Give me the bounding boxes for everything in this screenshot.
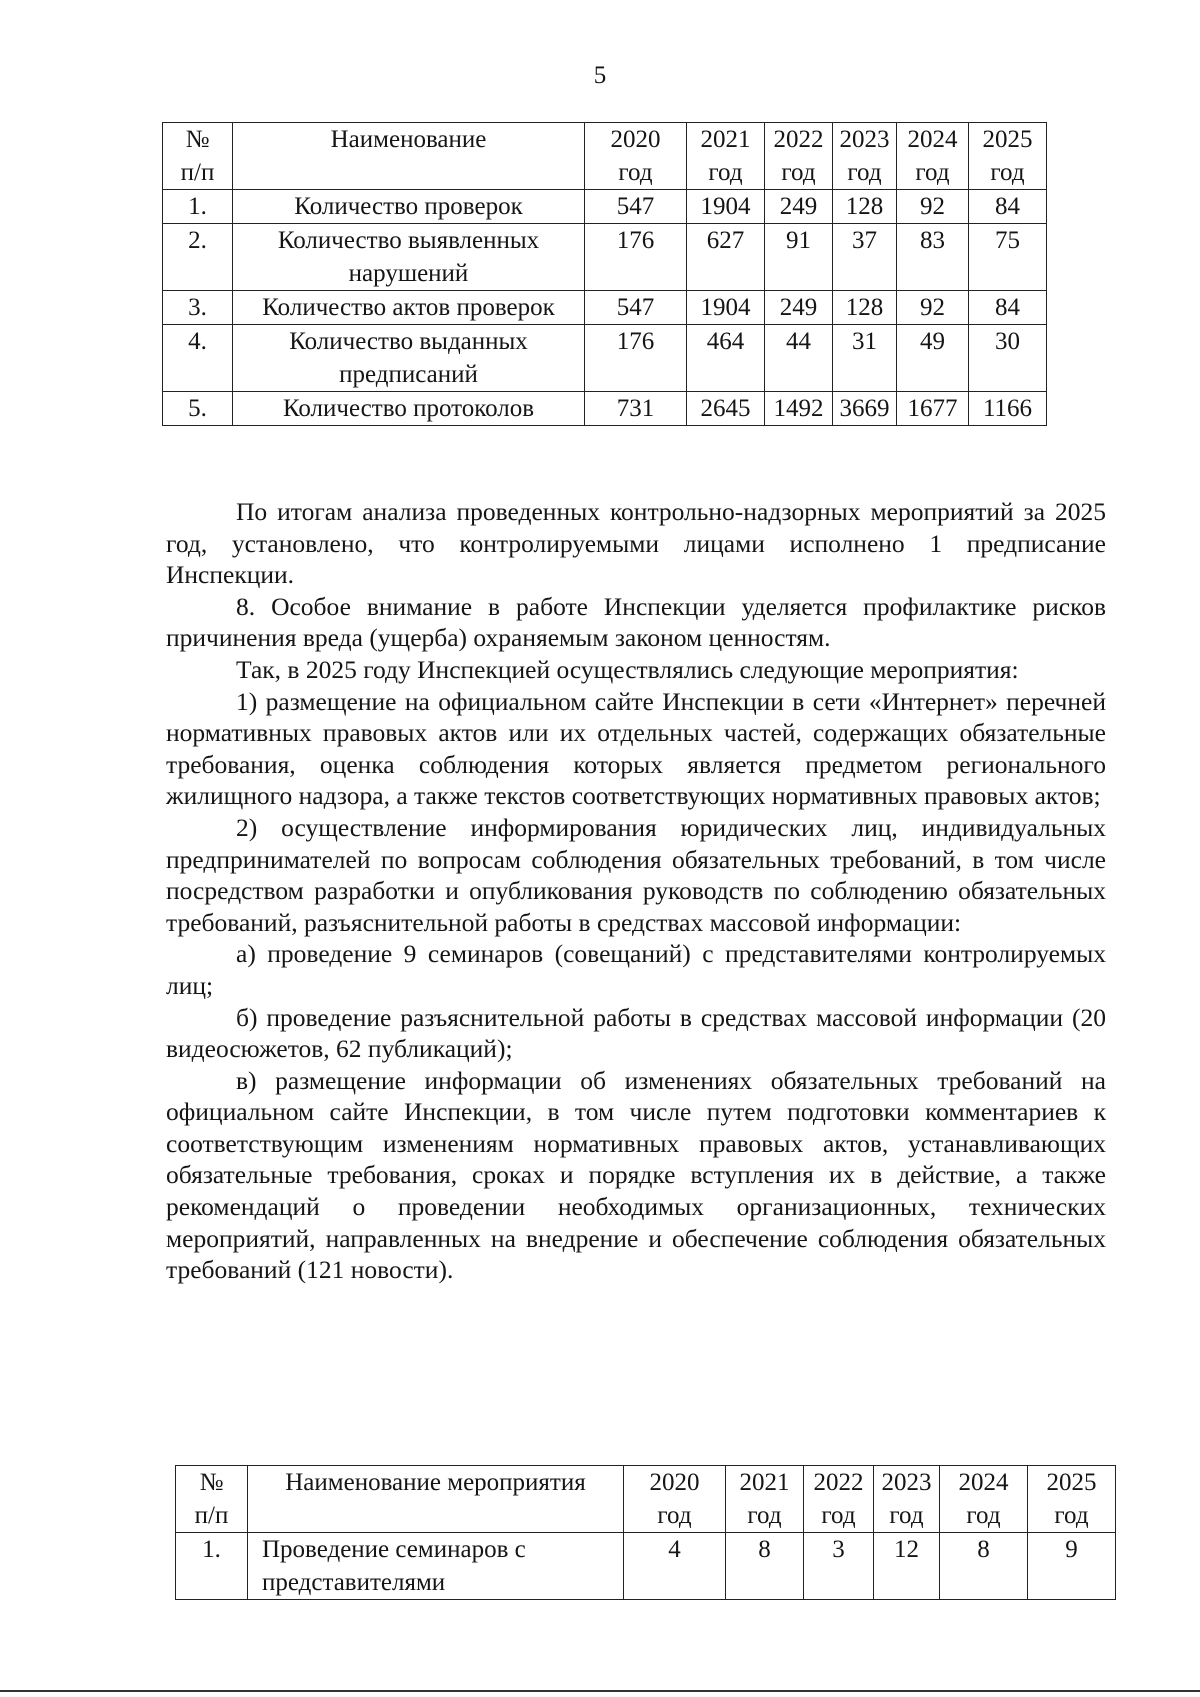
row-value: 4	[624, 1533, 726, 1600]
paragraph-analysis: По итогам анализа проведенных контрольно-надзорных мероприятий за 2025 год, установлено, что контролируемыми лицами исполнено 1 предписание Инспекции.	[166, 497, 1106, 590]
paragraph-events-intro: Так, в 2025 году Инспекцией осуществлялись следующие мероприятия:	[236, 654, 1019, 684]
row-value: 83	[897, 224, 969, 291]
row-number: 5.	[163, 392, 233, 426]
inspections-table	[162, 122, 1047, 426]
page-number: 5	[593, 62, 607, 89]
row-number: 1.	[163, 190, 233, 224]
row-value: 3669	[833, 392, 897, 426]
paragraph-item-c: в) размещение информации об изменениях обязательных требований на официальном сайте Инспекции, в том числе путем подготовки комментариев к соответствующим изменениям нормативных правовых актов, устанавливающих обязательные требования, сроках и порядке вступления их в действие, а также рекомендаций о проведении необходимых организационных, технических мероприятий, направленных на внедрение и обеспечение соблюдения обязательных требований (121 новости).	[166, 1065, 1106, 1285]
table1-header-cell: 2025 год	[969, 123, 1047, 190]
row-name: Количество проверок	[233, 190, 585, 224]
row-value: 75	[969, 224, 1047, 291]
paragraph-item-1: 1) размещение на официальном сайте Инспекции в сети «Интернет» перечней нормативных правовых актов или их отдельных частей, содержащих обязательные требования, оценка соблюдения которых является предметом регионального жилищного надзора, а также текстов соответствующих нормативных правовых актов;	[166, 686, 1106, 811]
row-value: 731	[585, 392, 687, 426]
row-value: 249	[765, 291, 833, 325]
row-value: 8	[726, 1533, 804, 1600]
row-number: 3.	[163, 291, 233, 325]
row-value: 128	[833, 291, 897, 325]
row-value: 1492	[765, 392, 833, 426]
table2-header-cell: 2021 год	[726, 1466, 804, 1533]
row-value: 464	[687, 325, 765, 392]
row-value: 91	[765, 224, 833, 291]
table1-header-row	[163, 123, 1047, 190]
table2-header-row	[176, 1466, 1116, 1533]
page-bottom-rule	[0, 1690, 1200, 1692]
row-value: 92	[897, 190, 969, 224]
row-number: 1.	[176, 1533, 248, 1600]
row-number: 2.	[163, 224, 233, 291]
row-value: 84	[969, 190, 1047, 224]
table2-header-cell: Наименование мероприятия	[248, 1466, 624, 1533]
row-value: 49	[897, 325, 969, 392]
row-value: 2645	[687, 392, 765, 426]
row-value: 1904	[687, 291, 765, 325]
row-value: 9	[1028, 1533, 1116, 1600]
table2-header-cell: 2022 год	[804, 1466, 874, 1533]
table-row	[176, 1533, 1116, 1600]
row-value: 12	[874, 1533, 940, 1600]
table-row	[163, 392, 1047, 426]
row-value: 8	[940, 1533, 1028, 1600]
table2-header-cell: 2024 год	[940, 1466, 1028, 1533]
table1-header-cell: 2020 год	[585, 123, 687, 190]
row-name: Количество актов проверок	[233, 291, 585, 325]
row-value: 547	[585, 291, 687, 325]
paragraph-item-a: а) проведение 9 семинаров (совещаний) с представителями контролируемых лиц;	[166, 939, 1106, 1000]
row-value: 84	[969, 291, 1047, 325]
table1-header-cell: 2024 год	[897, 123, 969, 190]
table-row	[163, 325, 1047, 392]
row-value: 37	[833, 224, 897, 291]
paragraph-item-8: 8. Особое внимание в работе Инспекции уделяется профилактике рисков причинения вреда (ущерба) охраняемым законом ценностям.	[166, 591, 1106, 653]
paragraph-item-b: б) проведение разъяснительной работы в средствах массовой информации (20 видеосюжетов, 62 публикаций);	[166, 1002, 1106, 1064]
row-value: 1904	[687, 190, 765, 224]
table1-header-cell: 2023 год	[833, 123, 897, 190]
row-value: 176	[585, 325, 687, 392]
events-table	[175, 1465, 1116, 1600]
row-name: Количество протоколов	[233, 392, 585, 426]
row-value: 176	[585, 224, 687, 291]
row-value: 31	[833, 325, 897, 392]
body-text	[166, 496, 1106, 1286]
paragraph-item-2: 2) осуществление информирования юридических лиц, индивидуальных предпринимателей по вопросам соблюдения обязательных требований, в том числе посредством разработки и опубликования руководств по соблюдению обязательных требований, разъяснительной работы в средствах массовой информации:	[166, 812, 1106, 937]
table-row	[163, 224, 1047, 291]
row-value: 128	[833, 190, 897, 224]
table2-header-cell: 2020 год	[624, 1466, 726, 1533]
row-name: Количество выданных предписаний	[233, 325, 585, 392]
row-value: 92	[897, 291, 969, 325]
table1-header-cell: 2022 год	[765, 123, 833, 190]
row-number: 4.	[163, 325, 233, 392]
table-row	[163, 190, 1047, 224]
row-name: Проведение семинаров с представителями	[248, 1533, 624, 1600]
row-value: 249	[765, 190, 833, 224]
table2-header-cell: 2023 год	[874, 1466, 940, 1533]
row-value: 30	[969, 325, 1047, 392]
table2-header-cell: № п/п	[176, 1466, 248, 1533]
table1-header-cell: Наименование	[233, 123, 585, 190]
row-name: Количество выявленных нарушений	[233, 224, 585, 291]
row-value: 1166	[969, 392, 1047, 426]
row-value: 627	[687, 224, 765, 291]
table1-header-cell: 2021 год	[687, 123, 765, 190]
table2-header-cell: 2025 год	[1028, 1466, 1116, 1533]
row-value: 3	[804, 1533, 874, 1600]
row-value: 547	[585, 190, 687, 224]
row-value: 1677	[897, 392, 969, 426]
row-value: 44	[765, 325, 833, 392]
table-row	[163, 291, 1047, 325]
table1-header-cell: № п/п	[163, 123, 233, 190]
